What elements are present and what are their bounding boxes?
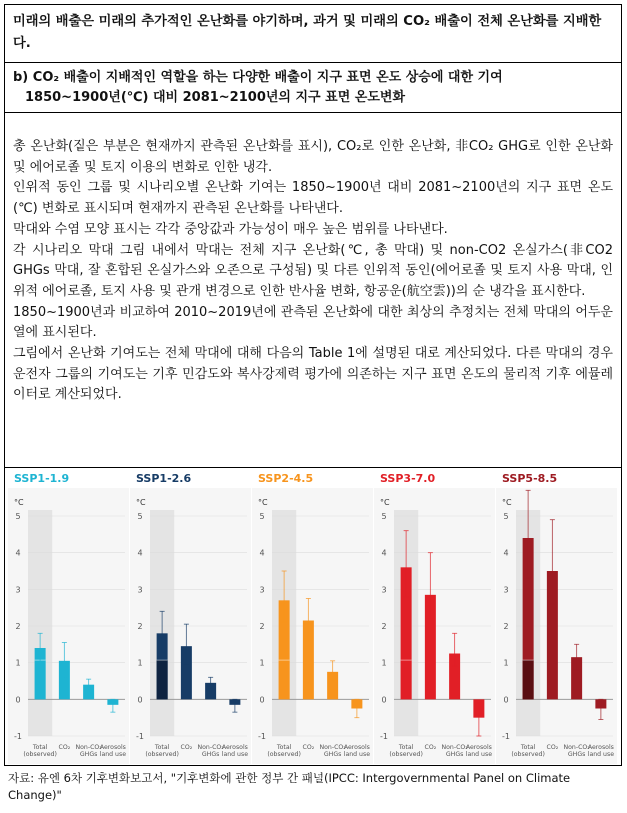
category-label: CO₂ <box>302 744 315 751</box>
category-label: CO₂ <box>58 744 71 751</box>
figure-title: 미래의 배출은 미래의 추가적인 온난화를 야기하며, 과거 및 미래의 CO₂ 배출이 전체 온난화를 지배한다. <box>5 5 621 63</box>
panel-ssp1-26 <box>130 472 251 764</box>
category-label-sub: (observed) <box>145 751 179 758</box>
category-label-sub: GHGs <box>445 751 464 758</box>
unit-label: °C <box>502 498 512 507</box>
panel-title: SSP1-1.9 <box>14 472 70 485</box>
y-tick-label: 1 <box>15 658 21 668</box>
y-tick-label: 4 <box>259 548 265 558</box>
y-tick-label: 2 <box>381 622 387 631</box>
y-tick-label: 5 <box>137 512 143 521</box>
panel-title: SSP2-4.5 <box>258 472 314 485</box>
observed-warming-bar <box>35 660 46 699</box>
y-tick-label: -1 <box>258 732 266 741</box>
paragraph-4: 각 시나리오 막대 그림 내에서 막대는 전체 지구 온난화(℃, 총 막대) 및 non-CO2 온실가스(非CO2 GHGs 막대, 잘 혼합된 온실가스와 오존으로 구성됨) 및 다른 인위적 동인(에어로졸 및 토지 사용 막대, 인위적 에어로졸, 토지 사용 및 관개 변경으로 인한 반사율 변화, 항공운(航空雲))의 순 냉각을 표시한다. <box>13 242 613 299</box>
category-label: Non-CO₂ <box>563 744 590 751</box>
y-tick-label: 5 <box>15 512 21 521</box>
category-label: Total <box>32 744 48 751</box>
y-tick-label: -1 <box>14 732 22 741</box>
total-column-shade <box>28 510 52 736</box>
panel-ssp2-45 <box>252 472 373 764</box>
y-tick-label: 4 <box>137 548 143 558</box>
y-tick-label: 5 <box>381 512 387 521</box>
subtitle-line-1: b) CO₂ 배출이 지배적인 역할을 하는 다양한 배출이 지구 표면 온도 상승에 대한 기여 <box>13 70 503 85</box>
category-label: Non-CO₂ <box>197 744 224 751</box>
panel-title: SSP5-8.5 <box>502 472 558 485</box>
y-tick-label: 2 <box>137 622 143 631</box>
y-tick-label: 2 <box>259 622 265 631</box>
y-tick-label: 4 <box>381 548 387 558</box>
category-label: Non-CO₂ <box>319 744 346 751</box>
category-label-sub: GHGs <box>201 751 220 758</box>
y-tick-label: 0 <box>381 695 387 705</box>
y-tick-label: 3 <box>15 585 21 595</box>
category-label-sub: GHGs <box>567 751 586 758</box>
category-label: Total <box>520 744 536 751</box>
observed-warming-bar <box>157 660 168 699</box>
y-tick-label: 0 <box>259 695 265 705</box>
observed-warming-bar <box>523 660 534 699</box>
y-tick-label: 1 <box>381 658 387 668</box>
panel-title: SSP3-7.0 <box>380 472 436 485</box>
category-label: Aerosols <box>221 744 248 751</box>
category-label: CO₂ <box>424 744 437 751</box>
category-label-sub: (observed) <box>23 751 57 758</box>
y-tick-label: 3 <box>381 585 387 595</box>
unit-label: °C <box>258 498 268 507</box>
paragraph-5: 1850~1900년과 비교하여 2010~2019년에 관측된 온난화에 대한 최상의 추정치는 전체 막대의 어두운 열에 표시된다. <box>13 304 613 341</box>
category-label-sub: land use <box>587 751 615 758</box>
category-label-sub: land use <box>99 751 127 758</box>
paragraph-3: 막대와 수염 모양 표시는 각각 중앙값과 가능성이 매우 높은 범위를 나타낸다. <box>13 221 448 237</box>
unit-label: °C <box>380 498 390 507</box>
panel-title: SSP1-2.6 <box>136 472 192 485</box>
y-tick-label: 2 <box>503 622 509 631</box>
scenario-bar-charts <box>5 468 621 765</box>
category-label-sub: land use <box>343 751 371 758</box>
category-label: Aerosols <box>587 744 614 751</box>
unit-label: °C <box>14 498 24 507</box>
y-tick-label: 3 <box>137 585 143 595</box>
category-label: CO₂ <box>546 744 559 751</box>
y-tick-label: 3 <box>503 585 509 595</box>
y-tick-label: 1 <box>259 658 265 668</box>
subtitle-line-2: 1850~1900년(℃) 대비 2081~2100년의 지구 표면 온도변화 <box>25 90 406 105</box>
paragraph-1: 총 온난화(짙은 부분은 현재까지 관측된 온난화를 표시), CO₂로 인한 온난화, 非CO₂ GHG로 인한 온난화 및 에어로졸 및 토지 이용의 변화로 인한 냉각. <box>13 139 613 175</box>
y-tick-label: 3 <box>259 585 265 595</box>
y-tick-label: -1 <box>380 732 388 741</box>
y-tick-label: 4 <box>15 548 21 558</box>
description-text <box>5 113 621 468</box>
category-label-sub: land use <box>465 751 493 758</box>
y-tick-label: 4 <box>503 548 509 558</box>
category-label: Aerosols <box>99 744 126 751</box>
observed-warming-bar <box>401 660 412 699</box>
y-tick-label: 0 <box>503 695 509 705</box>
y-tick-label: 5 <box>503 512 509 521</box>
y-tick-label: -1 <box>136 732 144 741</box>
category-label: Non-CO₂ <box>441 744 468 751</box>
y-tick-label: 1 <box>503 658 509 668</box>
category-label-sub: (observed) <box>267 751 301 758</box>
category-label: Total <box>154 744 170 751</box>
paragraph-2: 인위적 동인 그룹 및 시나리오별 온난화 기여는 1850~1900년 대비 2081~2100년의 지구 표면 온도(℃) 변화로 표시되며 현재까지 관측된 온난화를 나타낸다. <box>13 180 613 217</box>
y-tick-label: 0 <box>15 695 21 705</box>
category-label-sub: land use <box>221 751 249 758</box>
category-label: Aerosols <box>465 744 492 751</box>
category-label-sub: GHGs <box>79 751 98 758</box>
observed-warming-bar <box>279 660 290 699</box>
category-label-sub: (observed) <box>389 751 423 758</box>
y-tick-label: 0 <box>137 695 143 705</box>
panel-ssp3-70 <box>374 472 495 764</box>
category-label: CO₂ <box>180 744 193 751</box>
y-tick-label: 5 <box>259 512 265 521</box>
y-tick-label: -1 <box>502 732 510 741</box>
figure-subtitle <box>5 63 621 113</box>
category-label: Non-CO₂ <box>75 744 102 751</box>
category-label-sub: (observed) <box>511 751 545 758</box>
source-note: 자료: 유엔 6차 기후변화보고서, "기후변화에 관한 정부 간 패널(IPCC: Intergovernmental Panel on Climate Change)" <box>8 771 571 802</box>
panel-ssp5-85 <box>496 472 617 764</box>
y-tick-label: 2 <box>15 622 21 631</box>
unit-label: °C <box>136 498 146 507</box>
figure-frame <box>4 4 622 766</box>
panel-ssp1-19 <box>8 472 129 764</box>
y-tick-label: 1 <box>137 658 143 668</box>
category-label: Total <box>276 744 292 751</box>
category-label: Total <box>398 744 414 751</box>
category-label-sub: GHGs <box>323 751 342 758</box>
paragraph-6: 그림에서 온난화 기여도는 전체 막대에 대해 다음의 Table 1에 설명된 대로 계산되었다. 다른 막대의 경우 운전자 그룹의 기여도는 기후 민감도와 복사강제력 평가에 의존하는 지구 표면 온도의 물리적 기후 에뮬레이터로 계산되었다. <box>13 346 613 403</box>
chart-area <box>5 468 621 767</box>
category-label: Aerosols <box>343 744 370 751</box>
